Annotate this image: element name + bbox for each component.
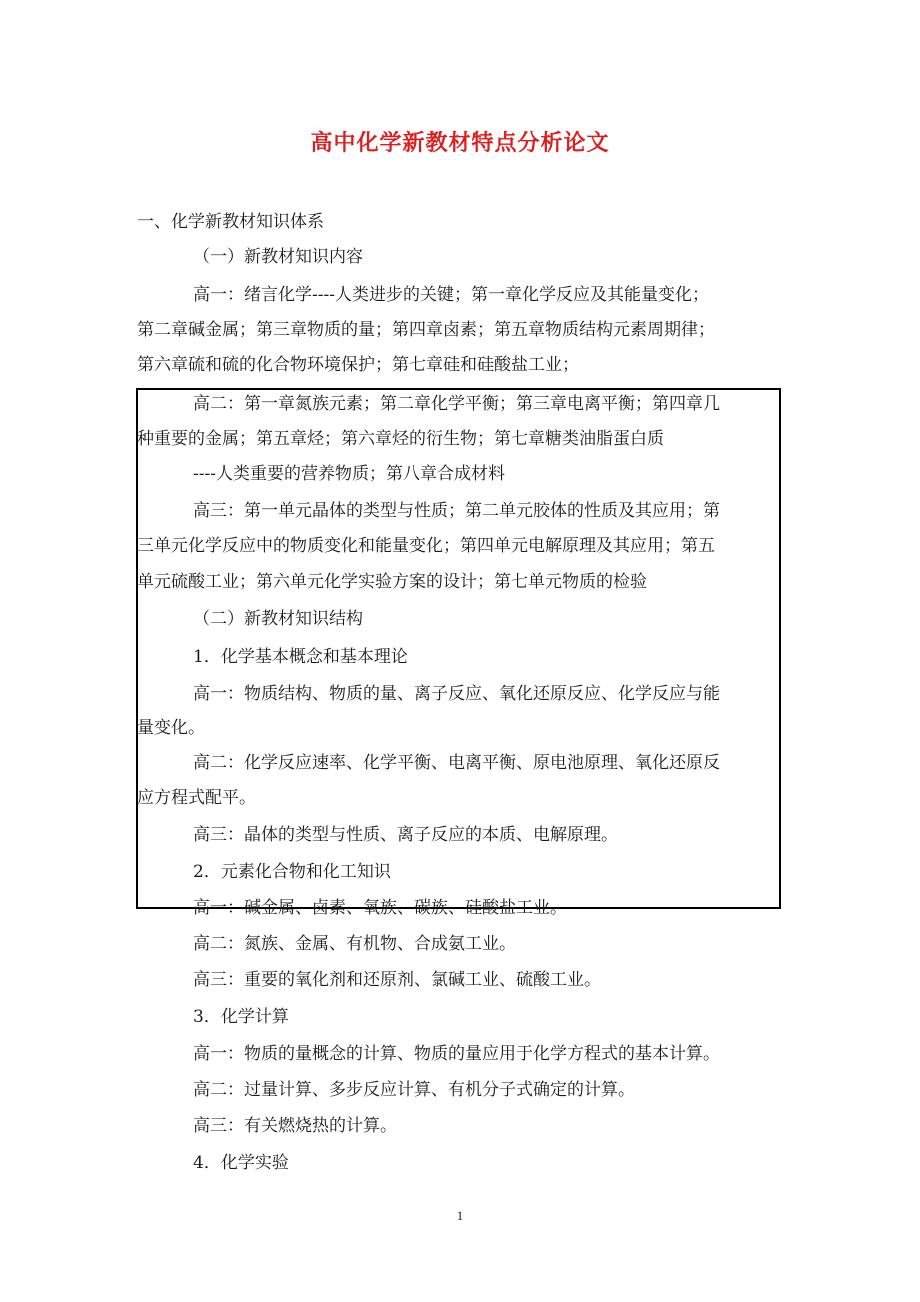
page-number: 1 bbox=[456, 1208, 464, 1223]
paragraph-line: 应方程式配平。 bbox=[137, 788, 256, 808]
paragraph-line: 三单元化学反应中的物质变化和能量变化；第四单元电解原理及其应用；第五 bbox=[137, 536, 715, 556]
paragraph-line: 高一：物质的量概念的计算、物质的量应用于化学方程式的基本计算。 bbox=[193, 1044, 720, 1064]
paragraph-line: 高一：碱金属、卤素、氧族、碳族、硅酸盐工业。 bbox=[193, 898, 567, 918]
item-heading: 4．化学实验 bbox=[193, 1153, 289, 1173]
subsection-heading: （二）新教材知识结构 bbox=[193, 609, 363, 629]
subsection-heading: （一）新教材知识内容 bbox=[193, 247, 363, 267]
paragraph-line: ----人类重要的营养物质；第八章合成材料 bbox=[193, 464, 505, 484]
paragraph-line: 高二：过量计算、多步反应计算、有机分子式确定的计算。 bbox=[193, 1080, 635, 1100]
paragraph-line: 第二章碱金属；第三章物质的量；第四章卤素；第五章物质结构元素周期律； bbox=[137, 320, 715, 340]
paragraph-line: 高二：氮族、金属、有机物、合成氨工业。 bbox=[193, 934, 516, 954]
item-heading: 2．元素化合物和化工知识 bbox=[193, 862, 391, 882]
paragraph-line: 高三：第一单元晶体的类型与性质；第二单元胶体的性质及其应用；第 bbox=[193, 501, 720, 521]
paragraph-line: 种重要的金属；第五章烃；第六章烃的衍生物；第七章糖类油脂蛋白质 bbox=[137, 429, 664, 449]
paragraph-line: 高一：物质结构、物质的量、离子反应、氧化还原反应、化学反应与能 bbox=[193, 684, 720, 704]
item-heading: 1．化学基本概念和基本理论 bbox=[193, 647, 408, 667]
document-title: 高中化学新教材特点分析论文 bbox=[310, 130, 610, 156]
paragraph-line: 高三：有关燃烧热的计算。 bbox=[193, 1116, 397, 1136]
paragraph-line: 第六章硫和硫的化合物环境保护；第七章硅和硅酸盐工业； bbox=[137, 355, 579, 375]
paragraph-line: 高二：第一章氮族元素；第二章化学平衡；第三章电离平衡；第四章几 bbox=[193, 394, 720, 414]
paragraph-line: 高二：化学反应速率、化学平衡、电离平衡、原电池原理、氧化还原反 bbox=[193, 753, 720, 773]
paragraph-line: 高三：重要的氧化剂和还原剂、氯碱工业、硫酸工业。 bbox=[193, 970, 601, 990]
paragraph-line: 单元硫酸工业；第六单元化学实验方案的设计；第七单元物质的检验 bbox=[137, 572, 647, 592]
paragraph-line: 高一：绪言化学----人类进步的关键；第一章化学反应及其能量变化； bbox=[193, 285, 709, 305]
paragraph-line: 量变化。 bbox=[137, 718, 205, 738]
section-heading: 一、化学新教材知识体系 bbox=[137, 212, 324, 232]
paragraph-line: 高三：晶体的类型与性质、离子反应的本质、电解原理。 bbox=[193, 825, 618, 845]
item-heading: 3．化学计算 bbox=[193, 1007, 289, 1027]
